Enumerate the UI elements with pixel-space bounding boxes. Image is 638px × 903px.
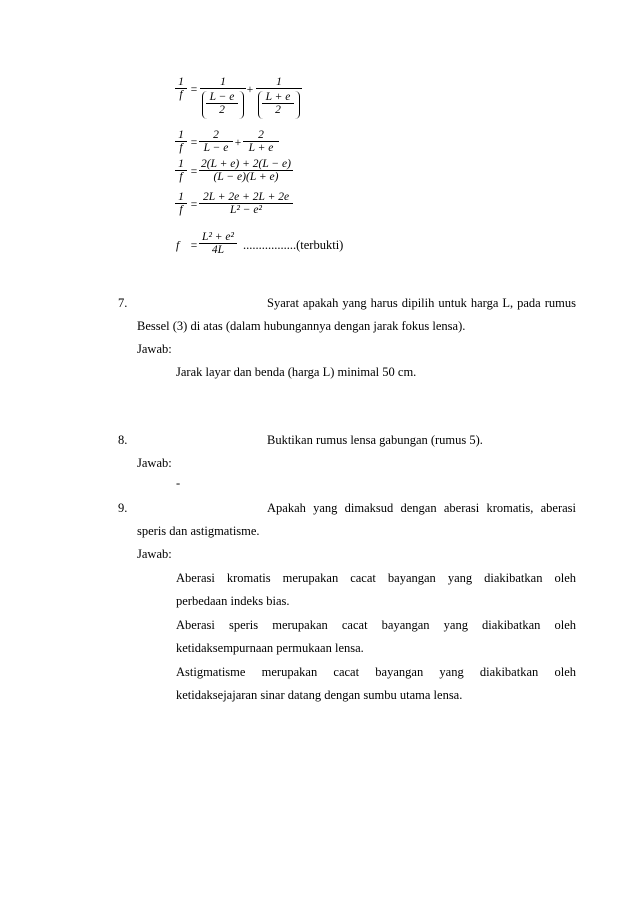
answer-text: Jarak layar dan benda (harga L) minimal 50 cm.	[176, 365, 417, 379]
answer-2-line-1: Aberasi speris merupakan cacat bayangan yang diakibatkan oleh	[176, 618, 576, 632]
question-text-line-2: speris dan astigmatisme.	[137, 524, 260, 538]
answer-3-line-2: ketidaksejajaran sinar datang dengan sumbu utama lensa.	[176, 688, 463, 702]
denominator: f	[175, 88, 187, 101]
fraction-lhs	[175, 129, 187, 154]
numerator: 1	[220, 76, 226, 88]
fraction-main	[199, 158, 293, 183]
denominator: L − e	[199, 141, 233, 154]
fraction-term-1	[199, 129, 233, 154]
question-text-line-1: Buktikan rumus lensa gabungan (rumus 5).	[267, 433, 483, 447]
question-text-line-1: Syarat apakah yang harus dipilih untuk harga L, pada rumus	[267, 296, 576, 310]
answer-text: -	[176, 476, 181, 490]
plus-sign: +	[234, 137, 242, 149]
question-number: 8.	[118, 433, 128, 447]
question-text-line-1: Apakah yang dimaksud dengan aberasi kromatis, aberasi	[267, 501, 576, 515]
question-number: 7.	[118, 296, 128, 310]
denominator	[256, 88, 302, 119]
denominator: L + e	[243, 141, 279, 154]
denominator: (L − e)(L + e)	[199, 170, 293, 183]
numerator: 2(L + e) + 2(L − e)	[201, 158, 291, 170]
equals-sign: =	[190, 199, 198, 211]
question-number: 9.	[118, 501, 128, 515]
lhs-variable: f	[176, 240, 180, 252]
fraction-term-2	[243, 129, 279, 154]
denominator: 4L	[199, 243, 237, 256]
inner-fraction	[206, 91, 238, 116]
fraction-main	[199, 191, 293, 216]
inner-numerator: L + e	[265, 91, 291, 103]
inner-denominator: 2	[206, 103, 238, 116]
plus-sign: +	[246, 84, 254, 96]
numerator: 1	[178, 76, 184, 88]
answer-label: Jawab:	[137, 456, 172, 470]
equals-sign: =	[190, 137, 198, 149]
fraction-main	[199, 231, 237, 256]
proof-note: .................(terbukti)	[243, 238, 344, 252]
fraction-lhs	[175, 158, 187, 183]
answer-1-line-2: perbedaan indeks bias.	[176, 594, 290, 608]
denominator: f	[175, 170, 187, 183]
fraction-term-2	[256, 76, 302, 119]
denominator	[200, 88, 246, 119]
answer-3-line-1: Astigmatisme merupakan cacat bayangan yang diakibatkan oleh	[176, 665, 576, 679]
numerator: 2	[258, 129, 264, 141]
fraction-lhs	[175, 191, 187, 216]
equals-sign: =	[190, 84, 198, 96]
equals-sign: =	[190, 240, 198, 252]
numerator: 2	[213, 129, 219, 141]
equals-sign: =	[190, 166, 198, 178]
denominator: L² − e²	[199, 203, 293, 216]
inner-denominator: 2	[262, 103, 294, 116]
question-text-line-2: Bessel (3) di atas (dalam hubungannya dengan jarak fokus lensa).	[137, 319, 466, 333]
numerator: 2L + 2e + 2L + 2e	[202, 191, 290, 203]
answer-1-line-1: Aberasi kromatis merupakan cacat bayangan yang diakibatkan oleh	[176, 571, 576, 585]
numerator: 1	[178, 191, 184, 203]
numerator: 1	[276, 76, 282, 88]
denominator: f	[175, 203, 187, 216]
numerator: 1	[178, 158, 184, 170]
answer-2-line-2: ketidaksempurnaan permukaan lensa.	[176, 641, 364, 655]
numerator: 1	[178, 129, 184, 141]
answer-label: Jawab:	[137, 342, 172, 356]
inner-numerator: L − e	[209, 91, 235, 103]
fraction-lhs	[175, 76, 187, 101]
denominator: f	[175, 141, 187, 154]
numerator: L² + e²	[202, 231, 234, 243]
answer-label: Jawab:	[137, 547, 172, 561]
inner-fraction	[262, 91, 294, 116]
fraction-term-1	[200, 76, 246, 119]
